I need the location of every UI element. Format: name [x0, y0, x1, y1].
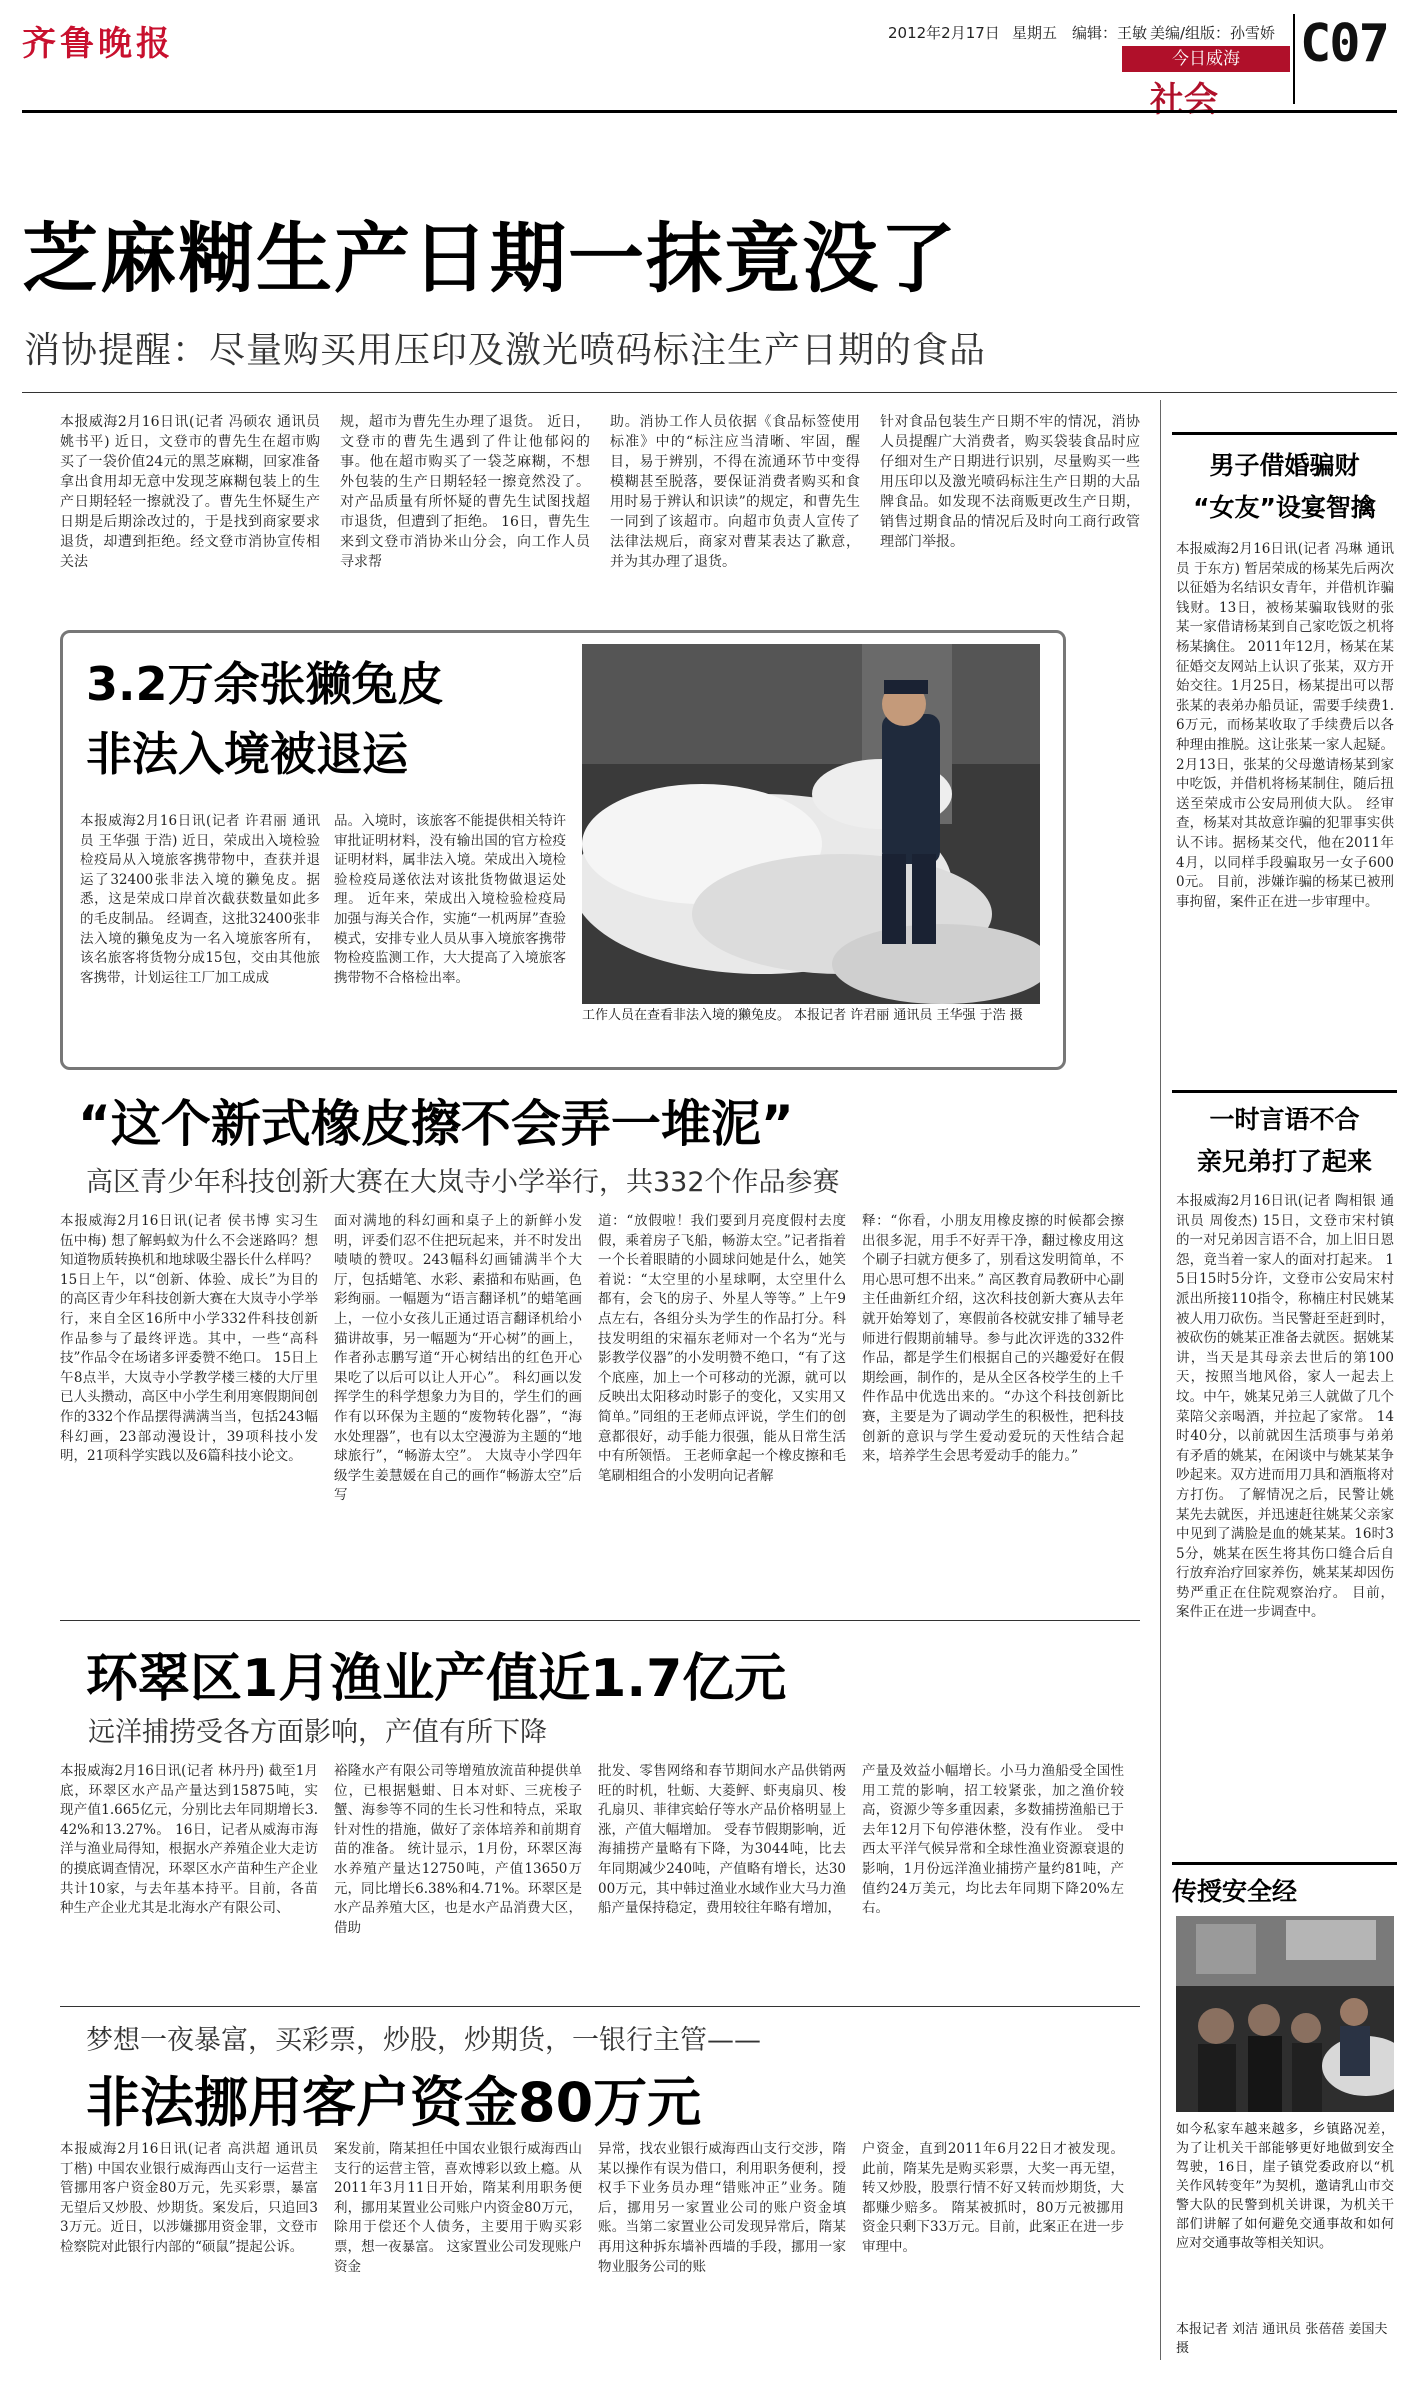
eraser-subheadline: 高区青少年科技创新大赛在大岚寺小学举行，共332个作品参赛	[86, 1167, 840, 1198]
fishery-column-4: 产量及效益小幅增长。小马力渔船受全国性用工荒的影响，招工较紧张，加之渔价较高，资源少等多重因素，多数捕捞渔船已于去年12月下旬停港休整，没有作业。 受中西太平洋气候异常和全球性渔业资源衰退的影响，1月份远洋渔业捕捞产量约81吨，产值约24万美元，均比去年同期下降20%左右。	[862, 1763, 1124, 1917]
side3-headline: 传授安全经	[1172, 1877, 1298, 1906]
safety-class-photo	[1176, 1916, 1394, 2112]
side2-headline-line1: 一时言语不合	[1209, 1105, 1360, 1134]
eraser-column-3: 道：“放假啦！我们要到月亮度假村去度假，乘着房子飞船，畅游太空。”记者指着一个长着眼睛的小圆球问她是什么，她笑着说：“太空里的小星球啊，太空里什么都有，会飞的房子、外星人等等。” 上午9点左右，各组分头为学生的作品打分。科技发明组的宋福东老师对一个名为“光与影教学仪器”的小发明赞不绝口，“有了这个底座，加上一个可移动的光源，就可以反映出太阳移动时影子的变化，又实用又简单。”同组的王老师点评说，学生们的创意都很好，动手能力很强，能从日常生活中有所领悟。 王老师拿起一个橡皮擦和毛笔刷相组合的小发明向记者解	[598, 1213, 846, 1484]
safety-class-photo-art	[1176, 1916, 1394, 2112]
eraser-rule	[60, 1620, 1140, 1621]
side1-headline-line2: “女友”设宴智擒	[1193, 493, 1376, 522]
side3-top-rule	[1172, 1862, 1397, 1865]
side1-headline-line1: 男子借婚骗财	[1209, 451, 1360, 480]
rabbit-photo-caption: 工作人员在查看非法入境的獭兔皮。 本报记者 许君丽 通讯员 王华强 于浩 摄	[582, 1008, 1023, 1023]
lead-column-2: 规，超市为曹先生办理了退货。 近日，文登市的曹先生遇到了件让他郁闷的事。他在超市购买了一袋芝麻糊，不想外包装的生产日期轻轻一擦竟然没了。对产品质量有所怀疑的曹先生试图找超市退货，但遭到了拒绝。 16日，曹先生来到文登市消协米山分会，向工作人员寻求帮	[340, 414, 590, 570]
masthead-logo: 齐鲁晚报	[22, 24, 174, 64]
fishery-subheadline: 远洋捕捞受各方面影响，产值有所下降	[88, 1717, 547, 1748]
issue-weekday: 星期五	[1012, 24, 1058, 42]
header-divider	[1293, 14, 1295, 104]
rabbit-fur-photo-art	[582, 644, 1040, 1004]
rabbit-fur-photo	[582, 644, 1040, 1004]
bank-column-3: 异常，找农业银行威海西山支行交涉，隋某以操作有误为借口，利用职务便利，授权手下业务员办理“错账冲正”业务。随后，挪用另一家置业公司的账户资金填账。当第二家置业公司发现异常后，隋某再用这种拆东墙补西墙的手段，挪用一家物业服务公司的账	[598, 2141, 846, 2275]
eraser-column-2: 面对满地的科幻画和桌子上的新鲜小发明，评委们忍不住把玩起来，并不时发出啧啧的赞叹。243幅科幻画铺满半个大厅，包括蜡笔、水彩、素描和布贴画，色彩绚丽。一幅题为“语言翻译机”的蜡笔画上，一位小女孩儿正通过语言翻译机给小猫讲故事，另一幅题为“开心树”的画上，作者孙志鹏写道“开心树结出的红色开心果吃了以后可以让人开心”。 科幻画以发挥学生的科学想象力为目的，学生们的画作有以环保为主题的“废物转化器”，“海水处理器”，也有以太空漫游为主题的“地球旅行”，“畅游太空”。 大岚寺小学四年级学生姜慧媛在自己的画作“畅游太空”后写	[334, 1213, 582, 1504]
eraser-column-1: 本报威海2月16日讯(记者 侯书博 实习生 伍中梅) 想了解蚂蚁为什么不会迷路吗？想知道物质转换机和地球吸尘器长什么样吗？15日上午，以“创新、体验、成长”为目的的高区青少年科技创新大赛在大岚寺小学举行，来自全区16所中小学332件科技创新作品参与了最终评选。其中，一些“高科技”作品令在场诸多评委赞不绝口。 15日上午8点半，大岚寺小学教学楼三楼的大厅里已人头攒动，高区中小学生利用寒假期间创作的332个作品摆得满满当当，包括243幅科幻画，23部动漫设计，39项科技小发明，21项科学实践以及6篇科技小论文。	[60, 1213, 318, 1465]
fishery-column-2: 裕隆水产有限公司等增殖放流苗种提供单位，已根据魁蚶、日本对虾、三疣梭子蟹、海参等不同的生长习性和特点，采取针对性的措施，做好了亲体培养和前期育苗的准备。 统计显示，1月份，环翠区海水养殖产量达12750吨，产值13650万元，同比增长6.38%和4.71%。环翠区是水产品养殖大区，也是水产品消费大区，借助	[334, 1763, 582, 1936]
bank-column-1: 本报威海2月16日讯(记者 高洪超 通讯员 丁楷) 中国农业银行威海西山支行一运营主管挪用客户资金80万元，先买彩票，暴富无望后又炒股、炒期货。案发后，只追回33万元。近日，以涉嫌挪用资金罪，文登市检察院对此银行内部的“硕鼠”提起公诉。	[60, 2141, 318, 2255]
header-rule	[22, 110, 1397, 113]
section-name: 社会	[1150, 80, 1218, 120]
rabbit-column-2: 品。入境时，该旅客不能提供相关特许审批证明材料，没有输出国的官方检疫证明材料，属非法入境。荣成出入境检验检疫局遂依法对该批货物做退运处理。 近年来，荣成出入境检验检疫局加强与海关合作，实施“一机两屏”查验模式，安排专业人员从事入境旅客携带物检疫监测工作，大大提高了入境旅客携带物不合格检出率。	[334, 813, 566, 986]
designer-credit: 美编/组版：孙雪娇	[1150, 24, 1276, 42]
bank-column-4: 户资金，直到2011年6月22日才被发现。此前，隋某先是购买彩票，大奖一再无望，转又炒股，股票行情不好又转而炒期货，大都赚少赔多。 隋某被抓时，80万元被挪用资金只剩下33万元。目前，此案正在进一步审理中。	[862, 2141, 1124, 2255]
rabbit-headline-line2: 非法入境被退运	[86, 727, 408, 781]
lead-column-3: 助。消协工作人员依据《食品标签使用标准》中的“标注应当清晰、牢固，醒目，易于辨别，不得在流通环节中变得模糊甚至脱落，要保证消费者购买和食用时易于辨认和识读”的规定，和曹先生一同到了该超市。向超市负责人宣传了法律法规后，商家对曹某表达了歉意，并为其办理了退货。	[610, 414, 860, 570]
eraser-headline: “这个新式橡皮擦不会弄一堆泥”	[78, 1095, 794, 1153]
side2-body: 本报威海2月16日讯(记者 陶相银 通讯员 周俊杰) 15日，文登市宋村镇的一对兄弟因言语不合，加上旧日恩怨，竟当着一家人的面对打起来。 15日15时5分许，文登市公安局宋村派出所接110指令，称楠庄村民姚某被人用刀砍伤。当民警赶至赶到时，被砍伤的姚某正准备去就医。据姚某讲，当天是其母亲去世后的第100天，按照当地风俗，家人一起去上坟。中午，姚某兄弟三人就做了几个菜陪父亲喝酒，并拉起了家常。 14时40分，以前就因生活琐事与弟弟有矛盾的姚某，在闲谈中与姚某某争吵起来。双方进而用刀具和酒瓶将对方打伤。 了解情况之后，民警让姚某先去就医，并迅速赶往姚某父亲家中见到了满脸是血的姚某某。16时35分，姚某在医生将其伤口缝合后自行放弃治疗回家养伤，姚某某却因伤势严重正在住院观察治疗。 目前，案件正在进一步调查中。	[1176, 1193, 1394, 1621]
lead-headline: 芝麻糊生产日期一抹竟没了	[22, 214, 958, 303]
side1-body: 本报威海2月16日讯(记者 冯琳 通讯员 于东方) 暂居荣成的杨某先后两次以征婚为名结识女青年，并借机诈骗钱财。13日，被杨某骗取钱财的张某一家借请杨某到自己家吃饭之机将杨某擒住。 2011年12月，杨某在某征婚交友网站上认识了张某，双方开始交往。1月25日，杨某提出可以帮张某的表弟办船员证，需要手续费1.6万元，而杨某收取了手续费后以各种理由推脱。这让张某一家人起疑。2月13日，张某的父母邀请杨某到家中吃饭，并借机将杨某制住，随后扭送至荣成市公安局刑侦大队。 经审查，杨某对其故意诈骗的犯罪事实供认不讳。据杨某交代，他在2011年4月，以同样手段骗取另一女子6000元。 目前，涉嫌诈骗的杨某已被刑事拘留，案件正在进一步审理中。	[1176, 541, 1394, 910]
lead-subheadline: 消协提醒：尽量购买用压印及激光喷码标注生产日期的食品	[24, 330, 987, 371]
bank-headline: 非法挪用客户资金80万元	[86, 2071, 702, 2134]
safety-class-caption: 如今私家车越来越多，乡镇路况差，为了让机关干部能够更好地做到安全驾驶，16日，崖子镇党委政府以“机关作风转变年”为契机，邀请乳山市交警大队的民警到机关讲课，为机关干部们讲解了如何避免交通事故和如何应对交通事故等相关知识。	[1176, 2122, 1394, 2251]
lead-column-1: 本报威海2月16日讯(记者 冯硕农 通讯员 姚书平) 近日，文登市的曹先生在超市购买了一袋价值24元的黑芝麻糊，回家准备拿出食用却无意中发现芝麻糊包装上的生产日期轻轻一擦就没了。曹先生怀疑生产日期是后期涂改过的，于是找到商家要求退货，却遭到拒绝。经文登市消协宣传相关法	[60, 414, 320, 570]
eraser-column-4: 释：“你看，小朋友用橡皮擦的时候都会擦出很多泥，用手不好弄干净，翻过橡皮用这个刷子扫就方便多了，别看这发明简单，不用心思可想不出来。” 高区教育局教研中心副主任曲新红介绍，这次科技创新大赛从去年就开始筹划了，寒假前各校就安排了辅导老师进行假期前辅导。参与此次评选的332件作品，都是学生们根据自己的兴趣爱好在假期绘画，制作的，是从全区各校学生的上千件作品中优选出来的。“办这个科技创新比赛，主要是为了调动学生的积极性，把科技创新的意识与学生爱动爱玩的天性结合起来，培养学生会思考爱动手的能力。”	[862, 1213, 1124, 1465]
fishery-column-3: 批发、零售网络和春节期间水产品供销两旺的时机，牡蛎、大菱鲆、虾夷扇贝、梭孔扇贝、菲律宾蛤仔等水产品价格明显上涨，产值大幅增加。 受春节假期影响，近海捕捞产量略有下降，为3044吨，比去年同期减少240吨，产值略有增长，达3000万元，其中韩过渔业水域作业大马力渔船产量保持稳定，费用较往年略有增加，	[598, 1763, 846, 1917]
fishery-column-1: 本报威海2月16日讯(记者 林丹丹) 截至1月底，环翠区水产品产量达到15875吨，实现产值1.665亿元，分别比去年同期增长3.42%和13.27%。 16日，记者从威海市海洋与渔业局得知，根据水产养殖企业大走访的摸底调查情况，环翠区水产苗种生产企业共计10家，与去年基本持平。目前，各苗种生产企业尤其是北海水产有限公司、	[60, 1763, 318, 1917]
page-number: C07	[1300, 14, 1388, 74]
rabbit-column-1: 本报威海2月16日讯(记者 许君丽 通讯员 王华强 于浩) 近日，荣成出入境检验检疫局从入境旅客携带物中，查获并退运了32400张非法入境的獭兔皮。据悉，这是荣成口岸首次截获数量如此多的毛皮制品。 经调查，这批32400张非法入境的獭兔皮为一名入境旅客所有，该名旅客将货物分成15包，交由其他旅客携带，计划运往工厂加工成成	[80, 813, 320, 986]
bank-kicker: 梦想一夜暴富，买彩票，炒股，炒期货，一银行主管——	[86, 2025, 761, 2056]
rabbit-headline-line1: 3.2万余张獭兔皮	[86, 657, 444, 711]
sidebar-divider	[1160, 400, 1161, 2360]
edition-tag: 今日威海	[1122, 46, 1290, 72]
bank-column-2: 案发前，隋某担任中国农业银行威海西山支行的运营主管，喜欢博彩以致上瘾。从2011年3月11日开始，隋某利用职务便利，挪用某置业公司账户内资金80万元，除用于偿还个人债务，主要用于购买彩票，想一夜暴富。 这家置业公司发现账户资金	[334, 2141, 582, 2275]
lead-rule	[22, 392, 1397, 393]
side1-top-rule	[1172, 432, 1397, 435]
fishery-rule	[60, 2006, 1140, 2007]
safety-class-credit: 本报记者 刘洁 通讯员 张蓓蓓 姜国夫 摄	[1176, 2322, 1388, 2356]
fishery-headline: 环翠区1月渔业产值近1.7亿元	[86, 1649, 787, 1709]
issue-date: 2012年2月17日	[888, 24, 1000, 42]
lead-column-4: 针对食品包装生产日期不牢的情况，消协人员提醒广大消费者，购买袋装食品时应仔细对生产日期进行识别，尽量购买一些用压印以及激光喷码标注生产日期的大品牌食品。如发现不法商贩更改生产日期，销售过期食品的情况后及时向工商行政管理部门举报。	[880, 414, 1140, 550]
side2-headline-line2: 亲兄弟打了起来	[1196, 1147, 1372, 1176]
editor-credit: 编辑：王敏	[1072, 24, 1148, 42]
side2-top-rule	[1172, 1090, 1397, 1093]
